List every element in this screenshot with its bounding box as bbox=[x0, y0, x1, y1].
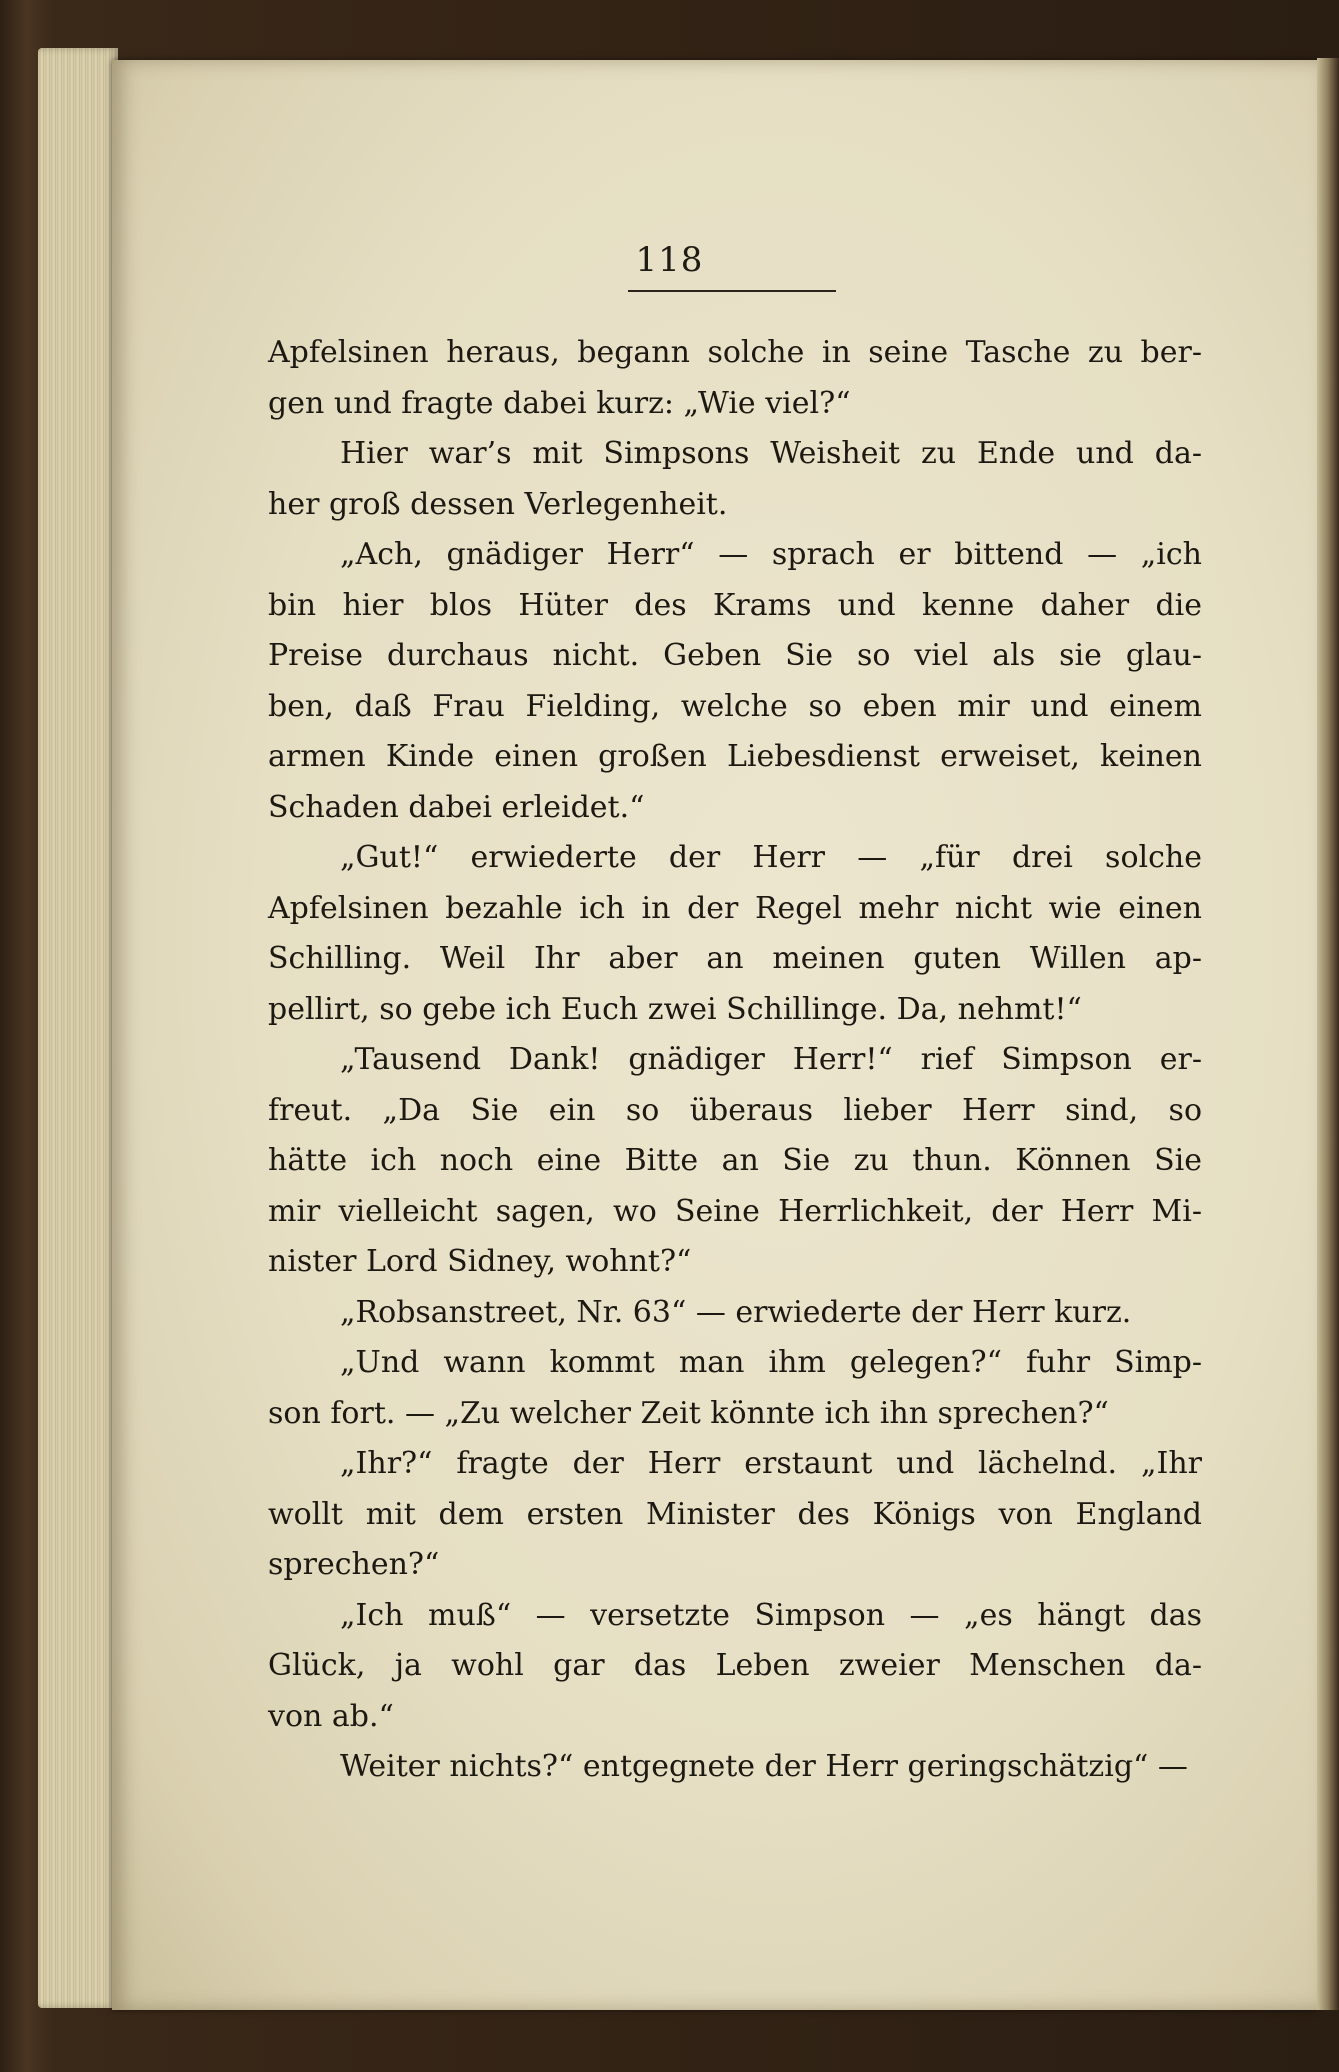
text-line: Glück, ja wohl gar das Leben zweier Menschen da- bbox=[268, 1648, 1202, 1683]
text-line: „Und wann kommt man ihm gelegen?“ fuhr Simp- bbox=[340, 1345, 1202, 1380]
text-line: gen und fragte dabei kurz: „Wie viel?“ bbox=[268, 386, 851, 421]
text-line: sprechen?“ bbox=[268, 1547, 440, 1582]
facing-page-edge bbox=[1317, 58, 1339, 2010]
text-line: her groß dessen Verlegenheit. bbox=[268, 487, 728, 522]
text-line: wollt mit dem ersten Minister des Königs von England bbox=[268, 1497, 1202, 1532]
text-line: „Robsanstreet, Nr. 63“ — erwiederte der Herr kurz. bbox=[340, 1295, 1132, 1330]
text-line: Hier war’s mit Simpsons Weisheit zu Ende und da- bbox=[340, 436, 1202, 471]
text-line: Apfelsinen bezahle ich in der Regel mehr nicht wie einen bbox=[268, 891, 1202, 926]
text-line: Apfelsinen heraus, begann solche in seine Tasche zu ber- bbox=[268, 335, 1202, 370]
text-line: mir vielleicht sagen, wo Seine Herrlichkeit, der Herr Mi- bbox=[268, 1194, 1202, 1229]
text-line: hätte ich noch eine Bitte an Sie zu thun. Können Sie bbox=[268, 1143, 1202, 1178]
text-line: armen Kinde einen großen Liebesdienst erweiset, keinen bbox=[268, 739, 1202, 774]
text-line: „Ach, gnädiger Herr“ — sprach er bittend — „ich bbox=[340, 537, 1202, 572]
text-line: Schaden dabei erleidet.“ bbox=[268, 790, 645, 825]
page-stack-edges bbox=[38, 48, 118, 2008]
text-line: nister Lord Sidney, wohnt?“ bbox=[268, 1244, 692, 1279]
text-line: pellirt, so gebe ich Euch zwei Schillinge. Da, nehmt!“ bbox=[268, 992, 1082, 1027]
text-line: ben, daß Frau Fielding, welche so eben mir und einem bbox=[268, 689, 1202, 724]
text-line: „Ihr?“ fragte der Herr erstaunt und lächelnd. „Ihr bbox=[340, 1446, 1202, 1481]
text-line: Weiter nichts?“ entgegnete der Herr geringschätzig“ — bbox=[340, 1749, 1188, 1784]
text-line: von ab.“ bbox=[268, 1699, 394, 1734]
text-line: freut. „Da Sie ein so überaus lieber Herr sind, so bbox=[268, 1093, 1202, 1128]
text-line: Schilling. Weil Ihr aber an meinen guten Willen ap- bbox=[268, 941, 1202, 976]
text-line: son fort. — „Zu welcher Zeit könnte ich ihn sprechen?“ bbox=[268, 1396, 1109, 1431]
text-line: Preise durchaus nicht. Geben Sie so viel als sie glau- bbox=[268, 638, 1202, 673]
text-line: „Gut!“ erwiederte der Herr — „für drei solche bbox=[340, 840, 1202, 875]
text-line: bin hier blos Hüter des Krams und kenne daher die bbox=[268, 588, 1202, 623]
text-line: „Tausend Dank! gnädiger Herr!“ rief Simpson er- bbox=[340, 1042, 1202, 1077]
text-line: „Ich muß“ — versetzte Simpson — „es hängt das bbox=[340, 1598, 1202, 1633]
page-number-rule bbox=[628, 290, 836, 292]
page-number: 118 bbox=[635, 240, 704, 280]
